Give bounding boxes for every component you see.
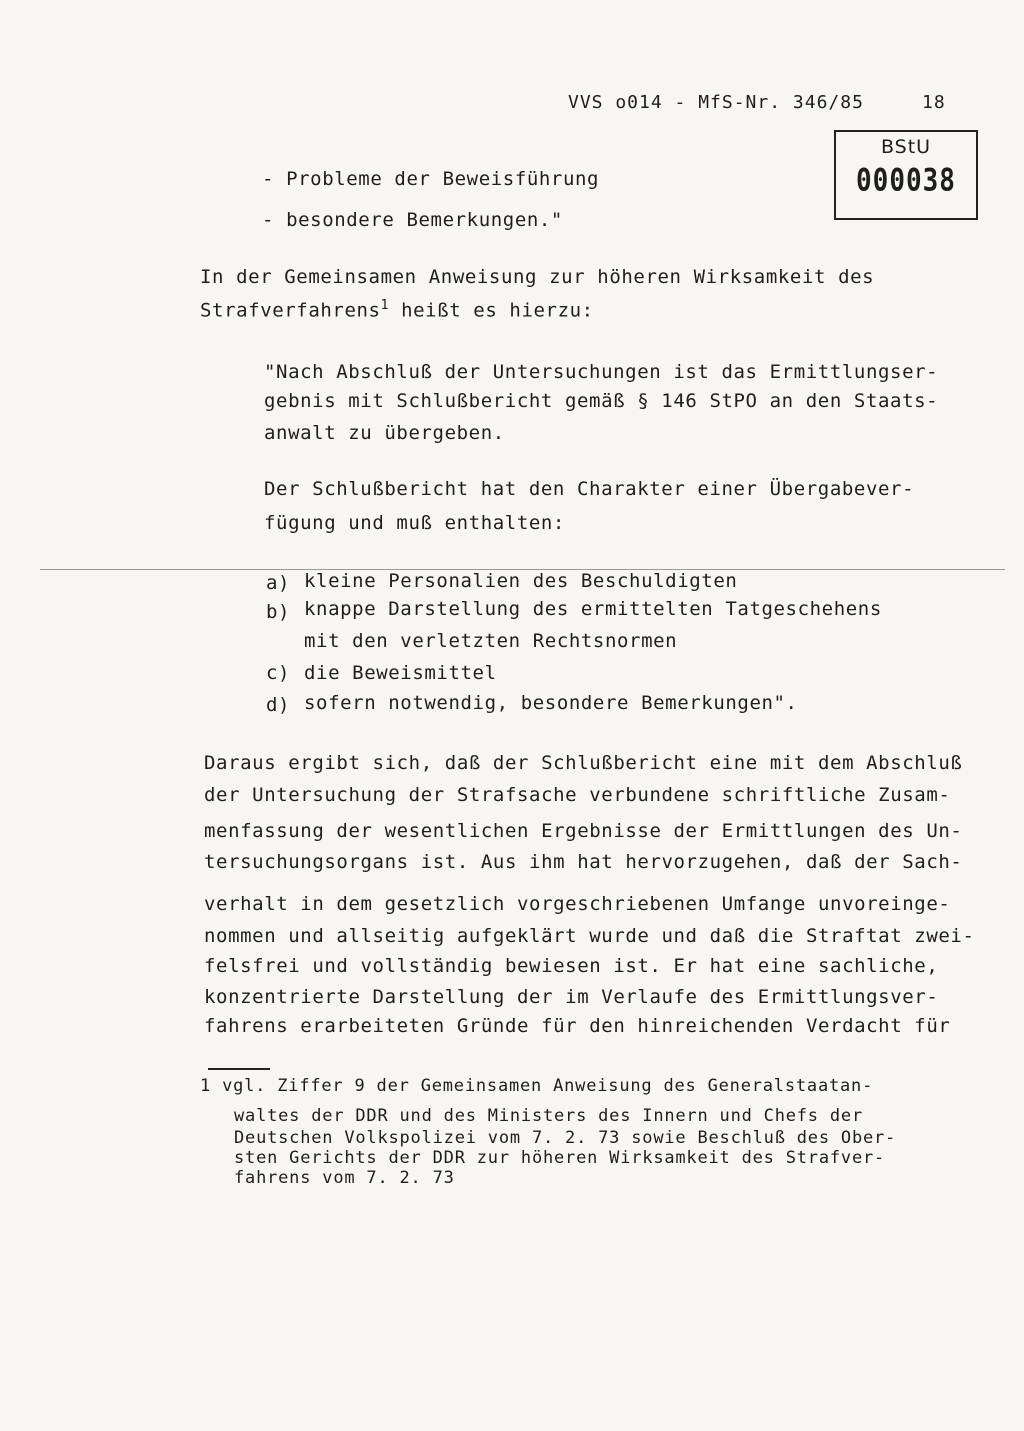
body-line: konzentrierte Darstellung der im Verlaufe des Ermittlungsver- [204, 986, 939, 1008]
intro-line: Strafverfahrens$^1$ heißt es hierzu: [200, 298, 594, 322]
body-line: Daraus ergibt sich, daß der Schlußbericht eine mit dem Abschluß [204, 752, 963, 774]
list-item: - Probleme der Beweisführung [262, 168, 600, 190]
item-text: die Beweismittel [304, 662, 497, 684]
footnote-line: Deutschen Volkspolizei vom 7. 2. 73 sowie Beschluß des Ober- [234, 1128, 897, 1148]
quote-line: Der Schlußbericht hat den Charakter einer Übergabever- [264, 478, 915, 500]
item-label: b) [266, 601, 291, 623]
stamp-label: BStU [880, 136, 932, 158]
body-line: der Untersuchung der Strafsache verbundene schriftliche Zusam- [204, 784, 951, 806]
footnote-rule [208, 1068, 270, 1070]
body-line: felsfrei und vollständig bewiesen ist. Er hat eine sachliche, [204, 955, 939, 977]
item-label: d) [266, 694, 291, 716]
quote-line: anwalt zu übergeben. [264, 422, 505, 444]
item-text: mit den verletzten Rechtsnormen [304, 630, 678, 652]
body-line: menfassung der wesentlichen Ergebnisse der Ermittlungen des Un- [204, 820, 963, 842]
footnote-line: sten Gerichts der DDR zur höheren Wirksamkeit des Strafver- [234, 1148, 886, 1168]
item-label: c) [266, 662, 291, 684]
body-line: fahrens erarbeiteten Gründe für den hinreichenden Verdacht für [204, 1015, 951, 1037]
intro-line: In der Gemeinsamen Anweisung zur höheren Wirksamkeit des [200, 266, 875, 288]
body-line: nommen und allseitig aufgeklärt wurde und daß die Straftat zwei- [204, 925, 975, 947]
quote-line: "Nach Abschluß der Untersuchungen ist das Ermittlungser- [264, 361, 939, 383]
item-text: knappe Darstellung des ermittelten Tatgeschehens [304, 598, 882, 620]
archive-stamp [834, 130, 978, 220]
footnote-line: 1 vgl. Ziffer 9 der Gemeinsamen Anweisung des Generalstaatan- [200, 1076, 874, 1096]
item-text: kleine Personalien des Beschuldigten [304, 570, 738, 592]
body-line: verhalt in dem gesetzlich vorgeschriebenen Umfange unvoreinge- [204, 893, 951, 915]
footnote-line: fahrens vom 7. 2. 73 [234, 1168, 455, 1188]
page-number: 18 [922, 92, 946, 113]
quote-line: fügung und muß enthalten: [264, 512, 565, 534]
item-text: sofern notwendig, besondere Bemerkungen". [304, 692, 798, 714]
footnote-line: waltes der DDR und des Ministers des Innern und Chefs der [234, 1106, 863, 1126]
quote-line: gebnis mit Schlußbericht gemäß § 146 StPO an den Staats- [264, 390, 939, 412]
list-item: - besondere Bemerkungen." [262, 209, 563, 231]
item-label: a) [266, 572, 291, 594]
footnote-marker: 1 [380, 298, 390, 313]
document-reference: VVS o014 - MfS-Nr. 346/85 [568, 92, 864, 113]
body-line: tersuchungsorgans ist. Aus ihm hat hervorzugehen, daß der Sach- [204, 851, 963, 873]
stamp-number: 000038 [856, 163, 956, 199]
